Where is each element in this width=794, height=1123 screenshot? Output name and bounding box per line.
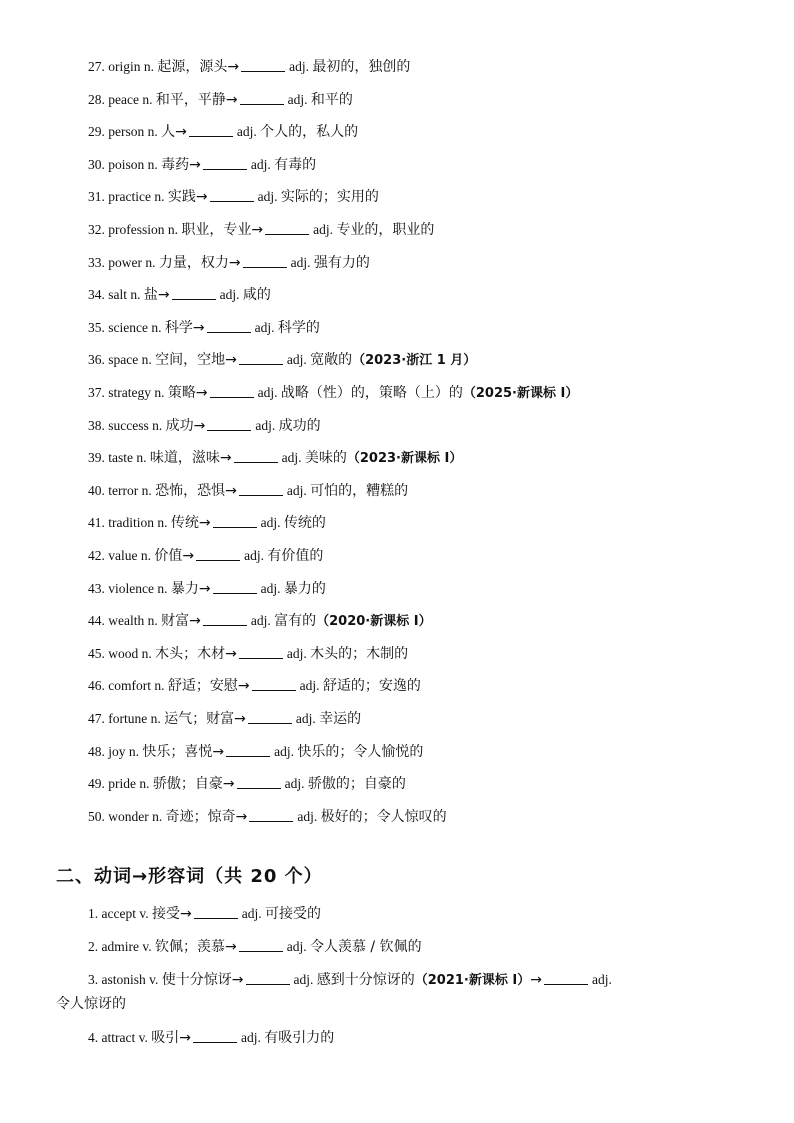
item-target-pos: adj. [219,287,243,302]
item-target-pos: adj. [274,744,298,759]
item-chinese: 使十分惊讶→ [161,972,244,988]
vocab-item [88,676,421,696]
item-number: 36. [88,352,109,367]
item-target-pos: adj. [299,678,323,693]
item-pos: n. [136,450,150,465]
item-target-pos: adj. [257,189,281,204]
item-number: 32. [88,222,109,237]
item-chinese: 人→ [161,124,187,140]
vocab-item [88,448,462,469]
item-word: person [108,124,148,139]
item-chinese: 盐→ [143,287,170,303]
item-target-pos: adj. [286,646,311,661]
vocab-item [88,285,271,305]
vocab-item [88,122,358,142]
item-word: poison [108,157,148,172]
item-pos: n. [128,744,143,759]
item-source: （2025·新课标 Ⅰ） [462,386,579,401]
item-number: 33. [88,255,109,270]
item-pos: v. [149,972,162,987]
item-target-pos: adj. [286,939,310,954]
item-chinese: 味道，滋味→ [149,450,232,466]
vocab-item [88,611,432,632]
item-target-pos: adj. [255,418,279,433]
answer-blank [194,906,238,919]
item-chinese: 职业，专业→ [181,222,264,238]
item-meaning: 传统的 [283,515,326,531]
item-chinese: 力量，权力→ [158,255,241,271]
item-pos: n. [154,678,168,693]
item-meaning: 宽敞的 [310,352,353,368]
item-meaning: 有价值的 [267,548,324,564]
vocab-item [88,904,321,924]
vocab-item [88,187,379,207]
vocab-item [88,1028,334,1048]
item-word: salt [108,287,131,302]
item-number: 40. [88,483,109,498]
item-target-pos: adj. [286,352,311,367]
item-chinese: 奇迹；惊奇→ [165,809,248,825]
item-word: wood [108,646,142,661]
item-number: 44. [88,613,109,628]
item-meaning: 最初的，独创的 [312,59,411,75]
item-meaning: 战略（性）的，策略（上）的 [280,385,463,401]
item-word: attract [101,1030,139,1045]
item-target-pos: adj. [287,92,311,107]
item-word: wealth [108,613,148,628]
item-word: tradition [108,515,158,530]
answer-blank [210,385,254,398]
item-chinese: 恐怖，恐惧→ [155,483,237,499]
item-pos: n. [147,157,162,172]
item-word: origin [108,59,144,74]
vocab-item [88,937,422,957]
item-chinese: 暴力→ [170,581,211,597]
item-target-pos: adj. [289,59,313,74]
item-number: 50. [88,809,109,824]
item-number: 45. [88,646,109,661]
item-pos: n. [152,418,166,433]
item-word: taste [108,450,137,465]
item-number: 42. [88,548,109,563]
answer-blank [172,287,216,300]
item-pos: n. [152,809,166,824]
item-chinese: 传统→ [170,515,211,531]
vocab-item [88,383,578,404]
answer-blank [189,124,233,137]
item-meaning: 科学的 [277,320,320,336]
answer-blank [213,515,257,528]
item-meaning: 快乐的；令人愉悦的 [297,744,424,760]
item-meaning: 有吸引力的 [264,1030,335,1046]
item-pos: n. [157,515,171,530]
item-pos: n. [150,711,165,726]
answer-blank [239,646,283,659]
answer-blank [196,548,240,561]
item-target-pos: adj. [313,222,337,237]
vocab-item [88,546,323,566]
item-target-pos: adj. [244,548,268,563]
item-number: 47. [88,711,109,726]
vocab-item [88,220,434,240]
item-chinese: 运气；财富→ [164,711,246,727]
item-pos: n. [130,287,144,302]
item-pos: n. [154,385,168,400]
answer-blank [239,939,283,952]
item-word: pride [108,776,140,791]
item-pos: n. [143,59,158,74]
answer-blank [203,613,247,626]
item-number: 49. [88,776,109,791]
item-target-pos: adj. [295,711,320,726]
item-chinese: 起源，源头→ [157,59,240,75]
item-target-pos: adj. [591,972,612,987]
item-meaning: 舒适的；安逸的 [322,678,421,694]
vocab-item [88,807,447,827]
item-word: practice [108,189,155,204]
vocab-item [88,350,476,371]
item-pos: n. [141,352,156,367]
item-meaning: 令人羡慕 / 钦佩的 [309,939,422,955]
item-chinese: 骄傲；自豪→ [152,776,235,792]
item-target-pos: adj. [236,124,261,139]
answer-blank [241,59,285,72]
item-word: accept [101,906,140,921]
item-pos: n. [140,548,155,563]
item-word: profession [108,222,168,237]
item-chinese: 价值→ [154,548,195,564]
item-chinese: 成功→ [165,418,206,434]
answer-blank [243,255,287,268]
item-number: 43. [88,581,109,596]
answer-blank [234,450,278,463]
item-number: 4. [88,1030,102,1045]
item-pos: n. [141,483,156,498]
item-chinese: 吸引→ [151,1030,191,1046]
answer-blank [213,581,257,594]
item-meaning: 富有的 [274,613,317,629]
item-pos: n. [141,646,156,661]
item-number: 38. [88,418,109,433]
answer-blank [207,418,251,431]
item-word: violence [108,581,158,596]
item-number: 3. [88,972,102,987]
item-number: 37. [88,385,109,400]
item-target-pos: adj. [260,581,284,596]
item-chinese: 科学→ [164,320,205,336]
item-target-pos: adj. [241,906,265,921]
vocab-item [88,709,361,729]
item-target-pos: adj. [240,1030,265,1045]
answer-blank [249,809,293,822]
item-source: （2023·新课标 Ⅰ） [346,451,463,466]
item-target-pos: adj. [293,972,317,987]
vocab-item [88,57,410,77]
vocab-item [88,644,408,664]
answer-blank [210,189,254,202]
vocab-item [88,742,423,762]
item-number: 46. [88,678,109,693]
answer-blank [239,483,283,496]
item-word: success [108,418,153,433]
item-word: value [108,548,141,563]
item-word: joy [108,744,129,759]
item-number: 48. [88,744,109,759]
item-number: 31. [88,189,109,204]
item-word: science [108,320,152,335]
item-meaning: 实际的；实用的 [280,189,379,205]
item-number: 34. [88,287,109,302]
answer-blank [246,972,290,985]
item-target-pos: adj. [250,613,275,628]
item-meaning: 可怕的，糟糕的 [310,483,409,499]
item-meaning: 木头的；木制的 [310,646,409,662]
item-pos: n. [147,124,162,139]
vocab-item [88,155,316,175]
item-source: （2021·新课标 Ⅰ） [414,973,531,988]
item-chinese: 策略→ [167,385,208,401]
item-meaning: 美味的 [304,450,347,466]
item-number: 29. [88,124,109,139]
item-meaning: 可接受的 [264,906,321,922]
answer-blank [237,776,281,789]
item-meaning-continued: 令人惊讶的 [56,996,126,1012]
item-meaning: 成功的 [278,418,321,434]
answer-blank [239,352,283,365]
item-meaning: 强有力的 [313,255,370,271]
item-meaning: 极好的；令人惊叹的 [320,809,447,825]
item-pos: v. [142,939,155,954]
vocab-item [88,318,320,338]
vocab-item [88,513,326,533]
item-target-pos: adj. [284,776,308,791]
answer-blank [226,744,270,757]
vocab-item [88,90,353,110]
item-number: 41. [88,515,109,530]
answer-blank [203,157,247,170]
item-pos: n. [154,189,168,204]
item-word: wonder [108,809,153,824]
item-chinese: 接受→ [151,906,192,922]
item-chinese: 钦佩；羡慕→ [154,939,237,955]
item-meaning: 幸运的 [319,711,362,727]
item-number: 35. [88,320,109,335]
item-meaning: 暴力的 [283,581,326,597]
item-word: fortune [108,711,151,726]
item-source: （2023·浙江 1 月） [352,353,477,368]
item-word: comfort [108,678,155,693]
answer-blank [544,972,588,985]
item-target-pos: adj. [290,255,314,270]
item-number: 27. [88,59,109,74]
item-target-pos: adj. [257,385,281,400]
item-word: admire [101,939,143,954]
item-target-pos: adj. [281,450,305,465]
vocab-item [88,579,326,599]
item-target-pos: adj. [260,515,284,530]
item-word: astonish [101,972,150,987]
item-meaning: 骄傲的；自豪的 [307,776,406,792]
vocab-item [88,970,612,991]
item-meaning: 咸的 [242,287,271,303]
item-pos: v. [139,906,152,921]
item-meaning: 和平的 [310,92,353,108]
vocab-item [88,253,370,273]
item-source: （2020·新课标 Ⅰ） [316,614,432,629]
arrow: → [530,972,542,988]
item-pos: n. [147,613,162,628]
answer-blank [240,92,284,105]
item-chinese: 木头；木材→ [155,646,237,662]
vocab-item [88,774,406,794]
item-chinese: 快乐；喜悦→ [142,744,225,760]
item-pos: n. [167,222,182,237]
item-number: 2. [88,939,102,954]
item-number: 39. [88,450,109,465]
answer-blank [207,320,251,333]
item-target-pos: adj. [297,809,321,824]
item-number: 1. [88,906,102,921]
answer-blank [193,1030,237,1043]
item-target-pos: adj. [286,483,311,498]
answer-blank [252,678,296,691]
item-word: strategy [108,385,155,400]
item-pos: n. [139,776,153,791]
item-chinese: 舒适；安慰→ [167,678,250,694]
item-pos: n. [157,581,171,596]
item-target-pos: adj. [250,157,275,172]
item-word: power [108,255,146,270]
answer-blank [248,711,292,724]
item-meaning: 专业的，职业的 [336,222,435,238]
item-pos: n. [142,92,156,107]
item-meaning: 有毒的 [274,157,317,173]
item-pos: v. [138,1030,152,1045]
item-chinese: 财富→ [161,613,201,629]
item-word: peace [108,92,143,107]
section-heading: 二、动词→形容词（共 20 个） [56,866,323,887]
item-chinese: 毒药→ [161,157,201,173]
vocab-item [88,481,408,501]
vocab-item [88,416,321,436]
item-target-pos: adj. [254,320,278,335]
item-chinese: 实践→ [167,189,208,205]
item-chinese: 和平，平静→ [155,92,238,108]
item-pos: n. [151,320,165,335]
item-word: space [108,352,142,367]
item-word: terror [108,483,142,498]
item-number: 28. [88,92,109,107]
item-chinese: 空间，空地→ [155,352,237,368]
item-number: 30. [88,157,109,172]
item-pos: n. [145,255,159,270]
item-meaning: 个人的，私人的 [260,124,359,140]
item-meaning: 感到十分惊讶的 [316,972,415,988]
answer-blank [265,222,309,235]
